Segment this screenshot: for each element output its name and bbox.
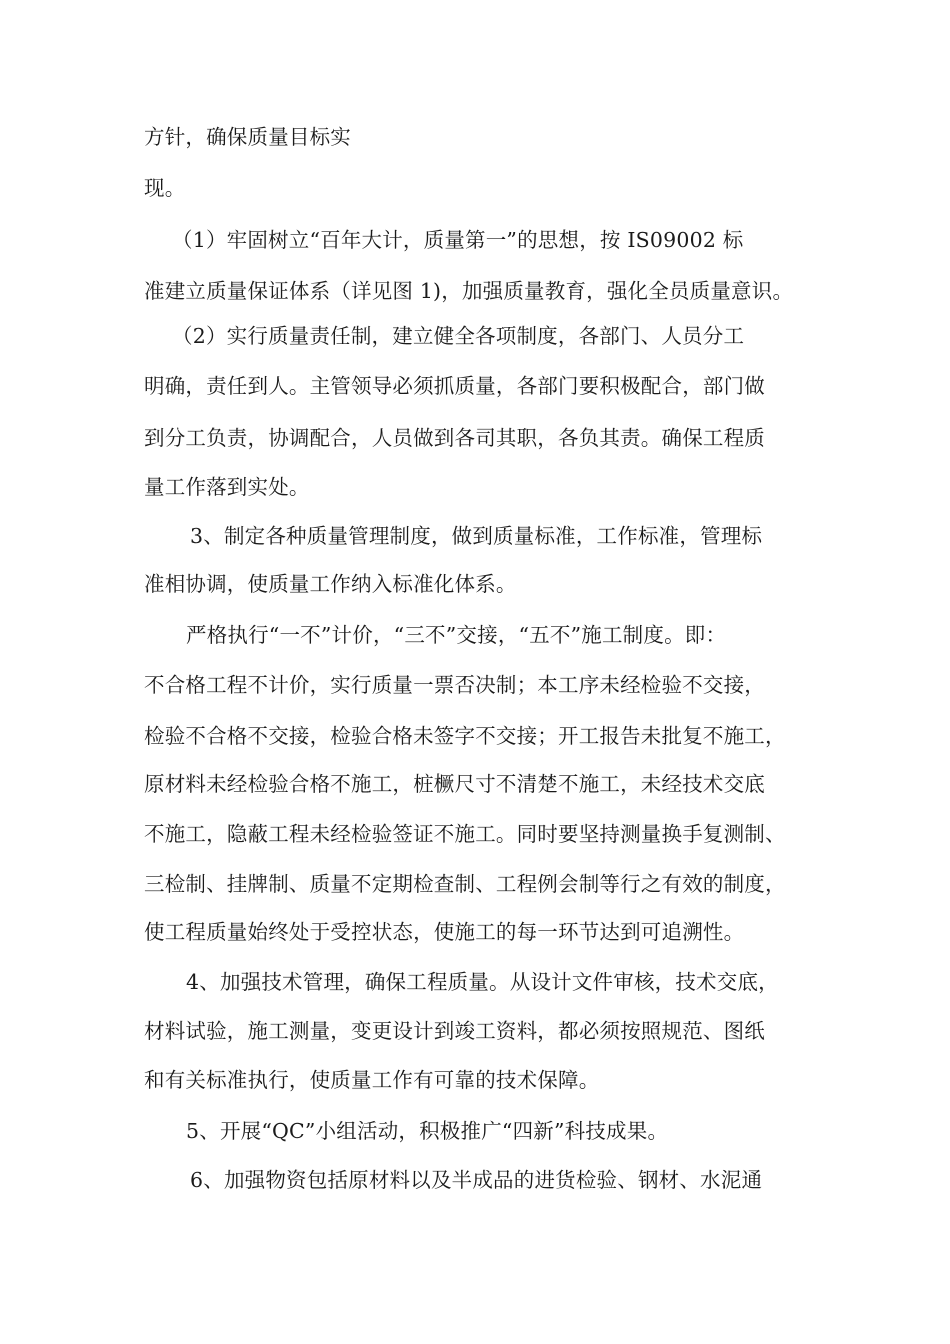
text-line: 三检制、挂牌制、质量不定期检查制、工程例会制等行之有效的制度， — [144, 872, 786, 896]
text-line: 到分工负责，协调配合，人员做到各司其职，各负其责。确保工程质 — [144, 426, 765, 450]
text-line: 原材料未经检验合格不施工，桩橛尺寸不清楚不施工，未经技术交底 — [144, 772, 765, 796]
text-line: 检验不合格不交接，检验合格未签字不交接；开工报告未批复不施工， — [144, 724, 786, 748]
text-line: 和有关标准执行，使质量工作有可靠的技术保障。 — [144, 1068, 600, 1092]
text-line: 5、开展“QC”小组活动，积极推广“四新”科技成果。 — [186, 1119, 669, 1143]
text-line: 严格执行“一不”计价，“三不”交接，“五不”施工制度。即： — [186, 623, 727, 647]
text-line: 6、加强物资包括原材料以及半成品的进货检验、钢材、水泥通 — [190, 1168, 763, 1192]
text-line: 不合格工程不计价，实行质量一票否决制；本工序未经检验不交接， — [144, 673, 765, 697]
text-line: （1）牢固树立“百年大计，质量第一”的思想，按 IS09002 标 — [172, 228, 744, 252]
text-line: 材料试验，施工测量，变更设计到竣工资料，都必须按照规范、图纸 — [144, 1019, 765, 1043]
text-line: 准建立质量保证体系（详见图 1)，加强质量教育，强化全员质量意识。 — [144, 279, 794, 303]
text-line: 4、加强技术管理，确保工程质量。从设计文件审核，技术交底， — [186, 970, 779, 994]
text-line: 准相协调，使质量工作纳入标准化体系。 — [144, 572, 517, 596]
text-line: 量工作落到实处。 — [144, 475, 310, 499]
text-line: 明确，责任到人。主管领导必须抓质量，各部门要积极配合，部门做 — [144, 374, 765, 398]
text-line: 方针，确保质量目标实 — [144, 125, 351, 149]
text-line: 3、制定各种质量管理制度，做到质量标准，工作标准，管理标 — [190, 524, 763, 548]
text-line: 使工程质量始终处于受控状态，使施工的每一环节达到可追溯性。 — [144, 920, 745, 944]
text-line: （2）实行质量责任制，建立健全各项制度，各部门、人员分工 — [172, 324, 745, 348]
text-line: 不施工，隐蔽工程未经检验签证不施工。同时要坚持测量换手复测制、 — [144, 822, 786, 846]
text-line: 现。 — [144, 176, 186, 200]
